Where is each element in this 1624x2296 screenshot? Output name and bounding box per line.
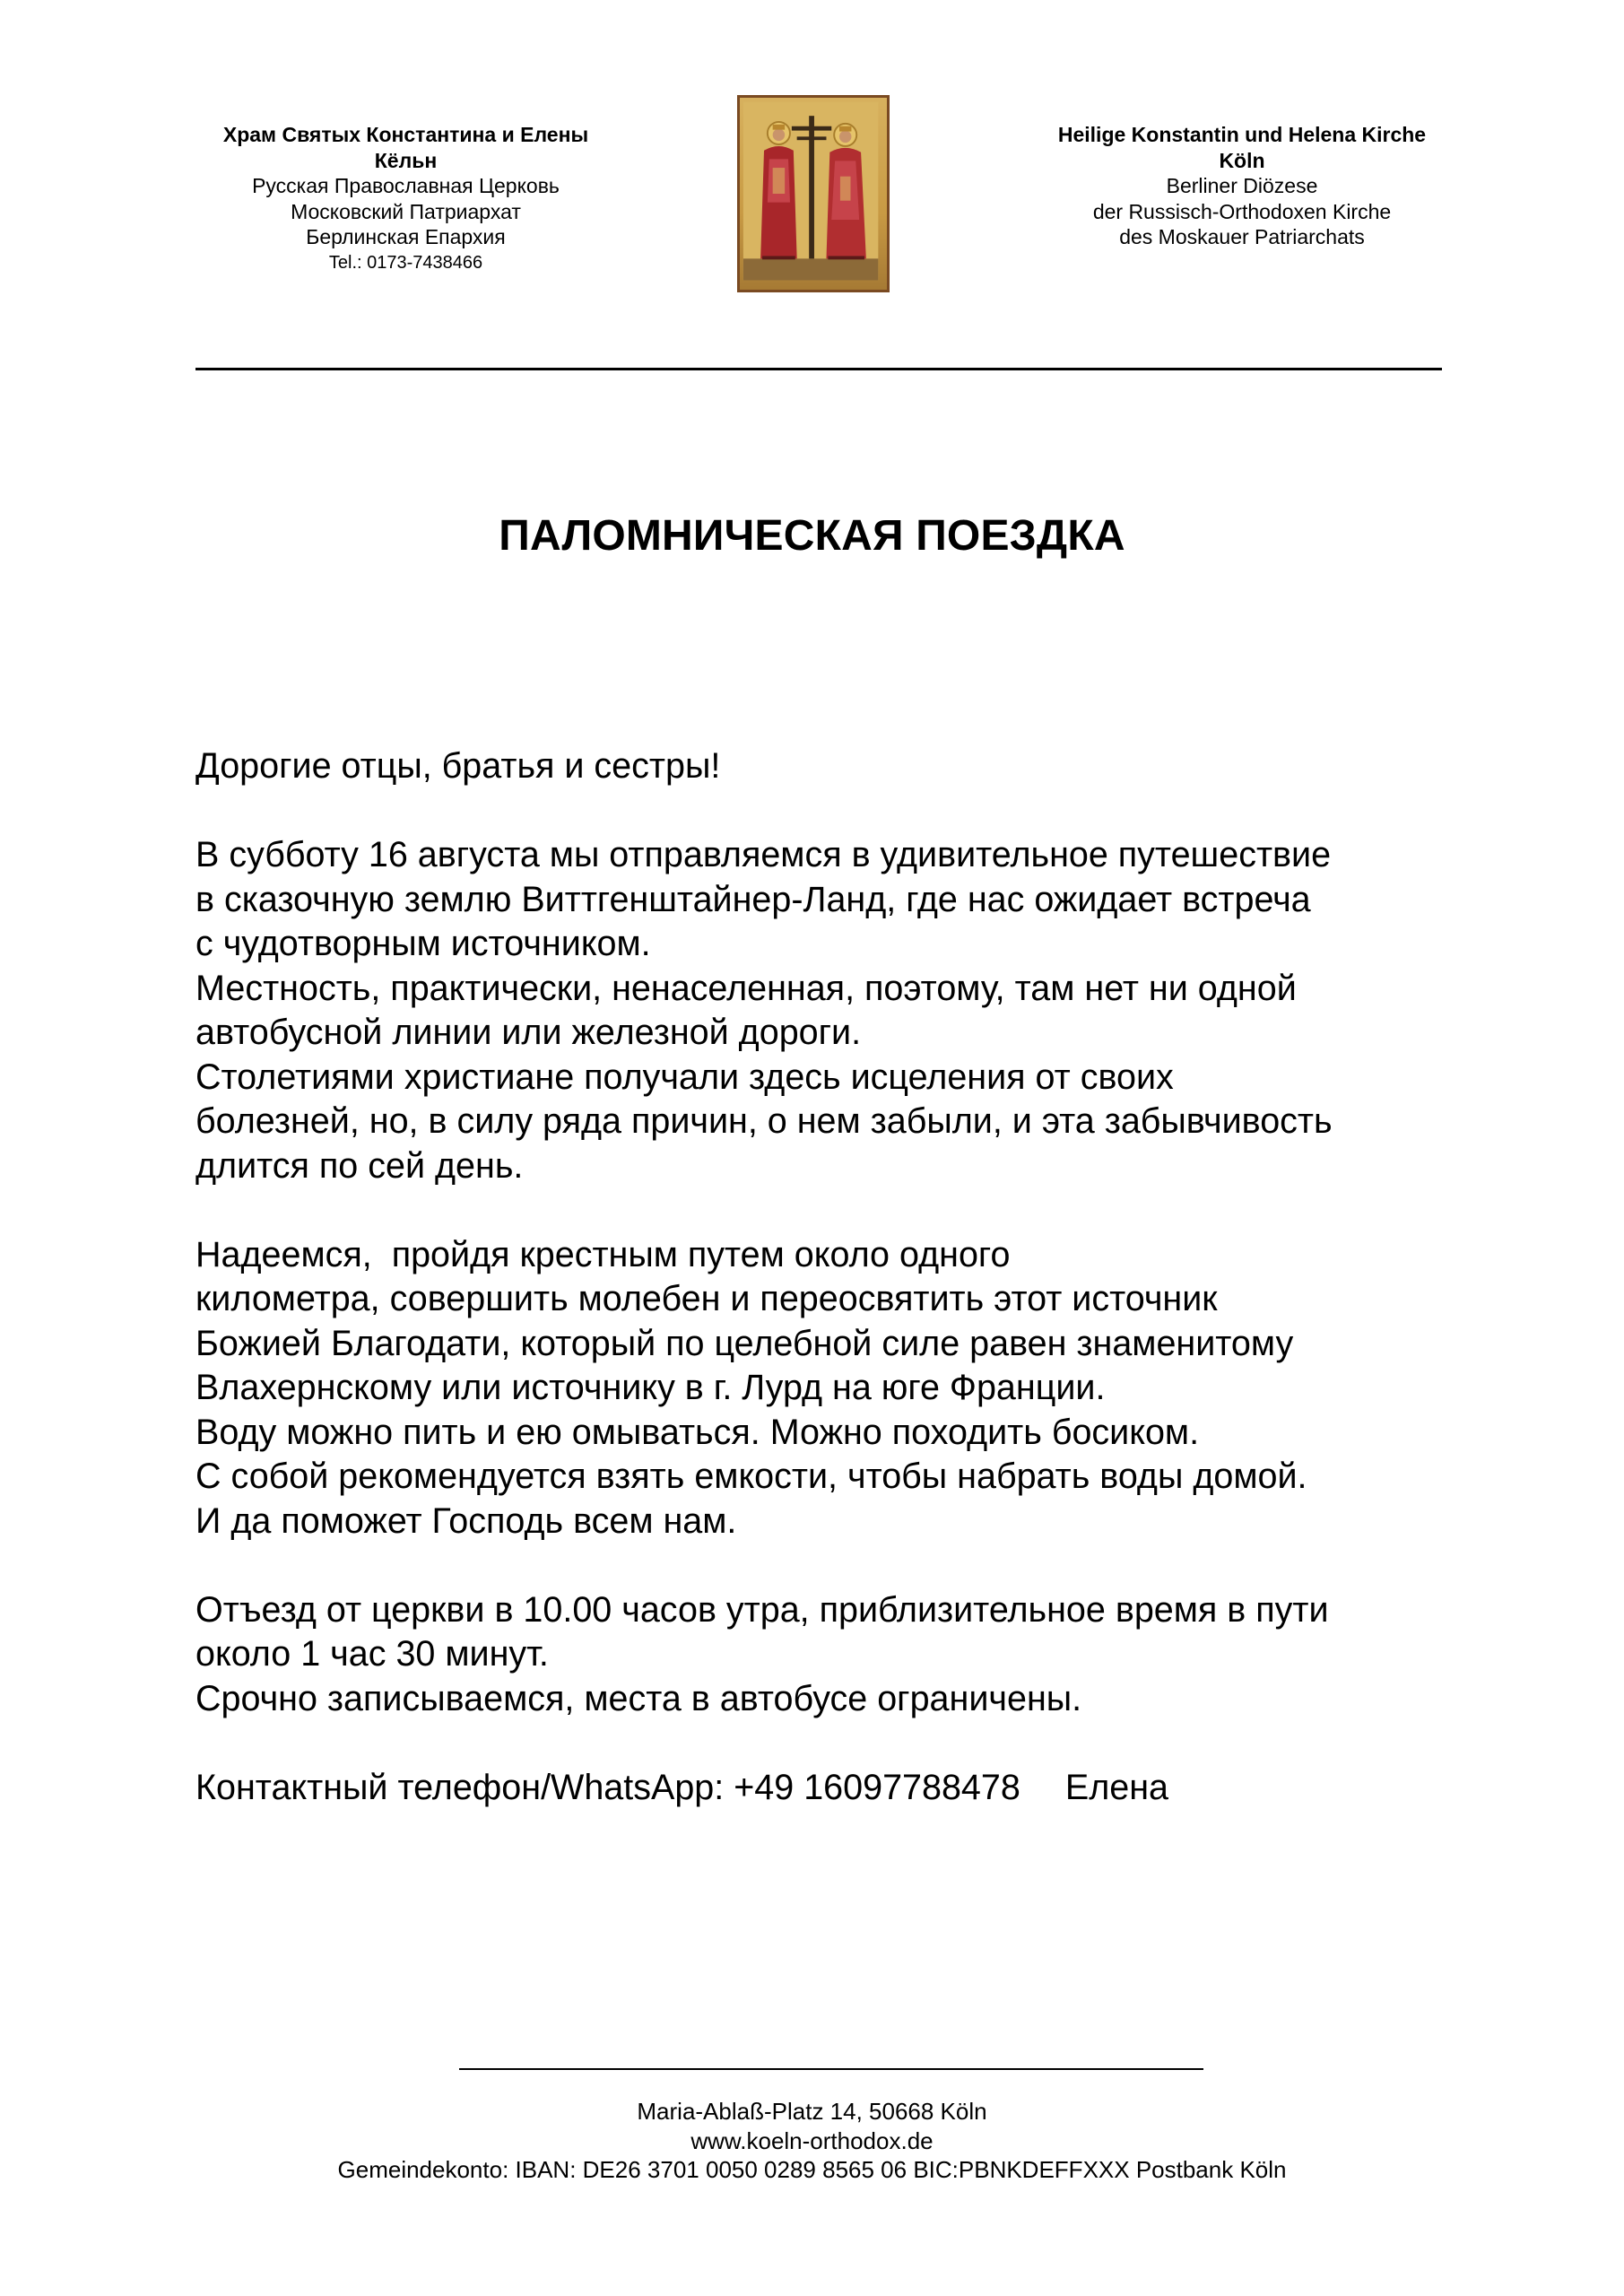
patriarchate-ru: Московский Патриархат — [291, 199, 521, 223]
contact-name: Елена — [1064, 1767, 1168, 1807]
city-ru: Кёльн — [374, 148, 438, 172]
footer-divider — [459, 2068, 1203, 2070]
greeting: Дорогие отцы, братья и сестры! — [195, 746, 721, 786]
text-line: длится по сей день. — [195, 1145, 524, 1186]
footer-website[interactable]: www.koeln-orthodox.de — [690, 2126, 934, 2154]
text-line: около 1 час 30 минут. — [195, 1634, 549, 1674]
text-line: Срочно записываемся, места в автобусе ограничены. — [195, 1678, 1082, 1718]
phone-number: Tel.: 0173-7438466 — [328, 252, 483, 273]
diocese-de: Berliner Diözese — [1166, 174, 1318, 197]
footer — [0, 2097, 1624, 2185]
city-de: Köln — [1219, 148, 1265, 172]
diocese-ru: Берлинская Епархия — [306, 225, 506, 248]
paragraph-gap — [195, 789, 1469, 834]
page-title: ПАЛОМНИЧЕСКАЯ ПОЕЗДКА — [499, 512, 1125, 560]
paragraph-gap — [195, 1721, 1469, 1766]
footer-bank-details: Gemeindekonto: IBAN: DE26 3701 0050 0289 8565 06 BIC:PBNKDEFFXXX Postbank Köln — [337, 2156, 1287, 2183]
text-line: автобусной линии или железной дороги. — [195, 1013, 862, 1052]
patriarchate-de: des Moskauer Patriarchats — [1119, 225, 1365, 248]
header-right-block — [1009, 122, 1475, 250]
church-name-ru: Храм Святых Константина и Елены — [222, 123, 589, 146]
saints-icon — [740, 98, 887, 290]
paragraph-departure — [195, 1588, 1469, 1722]
saints-icon-image — [737, 95, 890, 292]
text-line: Воду можно пить и ею омываться. Можно походить босиком. — [195, 1412, 1200, 1452]
text-line: километра, совершить молебен и переосвятить этот источник — [195, 1279, 1218, 1318]
text-line: Влахернскому или источнику в г. Лурд на юге Франции. — [195, 1368, 1106, 1407]
text-line: Надеемся, пройдя крестным путем около одного — [195, 1234, 1011, 1274]
text-line: И да поможет Господь всем нам. — [195, 1500, 737, 1541]
text-line: Столетиями христиане получали здесь исцеления от своих — [195, 1057, 1174, 1097]
church-affiliation-ru: Русская Православная Церковь — [252, 174, 560, 197]
letter-body — [195, 744, 1469, 1810]
paragraph-pilgrimage — [195, 1233, 1469, 1544]
paragraph-announcement — [195, 833, 1469, 1188]
text-line: Божией Благодати, который по целебной силе равен знаменитому — [195, 1323, 1294, 1363]
text-line: с чудотворным источником. — [195, 924, 651, 963]
text-line: в сказочную землю Виттгенштайнер-Ланд, где нас ожидает встреча — [195, 879, 1311, 919]
footer-address: Maria-Ablaß-Platz 14, 50668 Köln — [637, 2098, 987, 2125]
text-line: болезней, но, в силу ряда причин, о нем забыли, и эта забывчивость — [195, 1101, 1333, 1141]
header-divider — [195, 368, 1442, 370]
header-left-block — [179, 122, 632, 275]
text-line: С собой рекомендуется взять емкости, чтобы набрать воды домой. — [195, 1457, 1307, 1496]
text-line: Местность, практически, ненаселенная, поэтому, там нет ни одной — [195, 968, 1297, 1008]
contact-line — [195, 1766, 1469, 1811]
church-name-de: Heilige Konstantin und Helena Kirche — [1057, 123, 1427, 146]
church-affiliation-de: der Russisch-Orthodoxen Kirche — [1092, 199, 1392, 223]
text-line: В субботу 16 августа мы отправляемся в удивительное путешествие — [195, 835, 1332, 874]
contact-phone: Контактный телефон/WhatsApp: +49 16097788478 — [195, 1767, 1020, 1807]
paragraph-gap — [195, 1188, 1469, 1233]
paragraph-gap — [195, 1544, 1469, 1588]
text-line: Отъезд от церкви в 10.00 часов утра, приблизительное время в пути — [195, 1589, 1329, 1630]
